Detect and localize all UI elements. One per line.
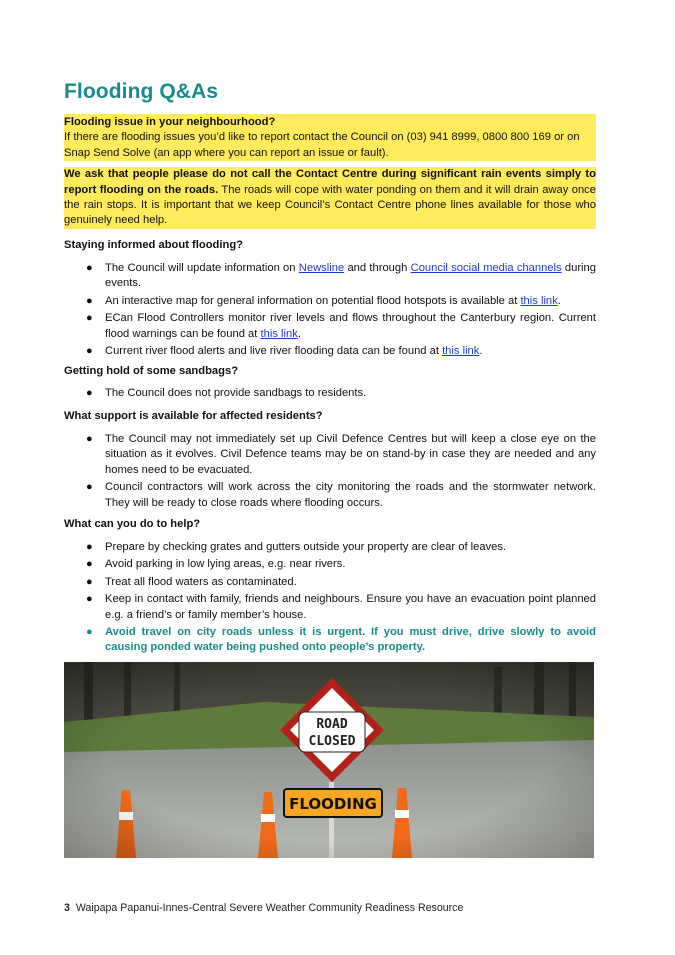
- list-item: [64, 294, 596, 309]
- list-text: Current river flood alerts and live river flooding data can be found at: [105, 345, 443, 358]
- list-item: [64, 432, 596, 478]
- bullet-icon: ●: [86, 481, 93, 494]
- support-list: [64, 432, 596, 513]
- list-text: Avoid parking in low lying areas, e.g. near rivers.: [105, 558, 346, 571]
- bullet-icon: ●: [86, 312, 93, 325]
- list-text: Prepare by checking grates and gutters outside your property are clear of leaves.: [105, 541, 507, 553]
- flood-scene-illustration: [64, 662, 594, 858]
- list-text: ECan Flood Controllers monitor river levels and flows throughout the Canterbury region. Current flood warnings can be found at: [105, 312, 596, 340]
- list-item: [64, 575, 596, 590]
- list-text: The Council will update information on: [105, 262, 299, 274]
- list-item: [64, 386, 596, 401]
- bullet-icon: ●: [86, 294, 93, 307]
- informed-heading: Staying informed about flooding?: [64, 239, 243, 251]
- list-text: An interactive map for general information on potential flood hotspots is available at: [105, 294, 521, 307]
- list-item: [64, 557, 596, 572]
- urgent-travel-text: Avoid travel on city roads unless it is urgent. If you must drive, drive slowly to avoid causing ponded water being pushed onto people’s property.: [105, 626, 596, 654]
- list-text: Treat all flood waters as contaminated.: [105, 575, 297, 588]
- list-text: Keep in contact with family, friends and neighbours. Ensure you have an evacuation point planned e.g. a friend’s or family member’s house.: [105, 593, 596, 621]
- bullet-icon: ●: [86, 433, 93, 445]
- bullet-icon: ●: [86, 262, 93, 274]
- bullet-icon: ●: [86, 575, 93, 588]
- list-item: [64, 261, 596, 292]
- list-item: [64, 625, 596, 656]
- bullet-icon: ●: [86, 345, 93, 358]
- warning-rest-text: The roads will cope with water ponding on them and it will drain away once the rain stops. It is important that we keep Council’s Contact Centre phone lines available for those who genuinely need help.: [64, 183, 597, 227]
- informed-list: [64, 261, 596, 361]
- list-item: [64, 480, 596, 511]
- list-item: [64, 592, 596, 623]
- page-footer: [64, 902, 463, 914]
- bullet-icon: ●: [86, 593, 93, 606]
- social-media-link[interactable]: Council social media channels: [410, 262, 562, 274]
- flood-map-link[interactable]: this link: [520, 294, 558, 307]
- bullet-icon: ●: [86, 626, 93, 639]
- list-item: [64, 540, 596, 555]
- sandbags-list: [64, 386, 596, 403]
- list-text: .: [557, 294, 561, 307]
- sandbags-heading: Getting hold of some sandbags?: [64, 365, 239, 377]
- warning-bold-text: We ask that people please do not call the Contact Centre during significant rain events simply to report flooding on the roads.: [64, 168, 596, 196]
- list-text: .: [297, 327, 301, 340]
- support-heading: What support is available for affected residents?: [64, 410, 323, 422]
- river-data-link[interactable]: this link: [442, 345, 480, 358]
- neighbourhood-section: [64, 114, 596, 229]
- list-text: Council contractors will work across the city monitoring the roads and the stormwater network. They will be ready to close roads where flooding occurs.: [105, 481, 596, 509]
- page-number: 3: [64, 902, 70, 914]
- list-item: [64, 311, 596, 342]
- list-text: The Council may not immediately set up Civil Defence Centres but will keep a close eye on the situation as it evolves. Civil Defence teams may be on stand-by in case they are needed and any homes need to be evacuated.: [105, 433, 596, 476]
- help-heading: What can you do to help?: [64, 518, 201, 530]
- neighbourhood-warning: [64, 167, 596, 229]
- bullet-icon: ●: [86, 387, 93, 399]
- help-list: [64, 540, 596, 658]
- footer-text: Waipapa Papanui-Innes-Central Severe Weather Community Readiness Resource: [75, 902, 464, 914]
- bullet-icon: ●: [86, 558, 93, 571]
- page-title: Flooding Q&As: [64, 80, 219, 103]
- bullet-icon: ●: [86, 541, 93, 553]
- flood-warnings-link[interactable]: this link: [260, 327, 298, 340]
- newsline-link[interactable]: Newsline: [298, 262, 345, 274]
- road-closed-photo: [64, 662, 594, 858]
- neighbourhood-text: If there are flooding issues you’d like to report contact the Council on (03) 941 8999, 0800 800 169 or on Snap Send Solve (an app where you can report an issue or fault).: [64, 131, 580, 159]
- list-text: and through: [344, 262, 411, 274]
- list-text: during events.: [105, 262, 596, 290]
- list-text: The Council does not provide sandbags to residents.: [105, 387, 367, 399]
- list-text: .: [479, 345, 483, 358]
- neighbourhood-heading: Flooding issue in your neighbourhood?: [64, 116, 276, 128]
- list-item: [64, 344, 596, 359]
